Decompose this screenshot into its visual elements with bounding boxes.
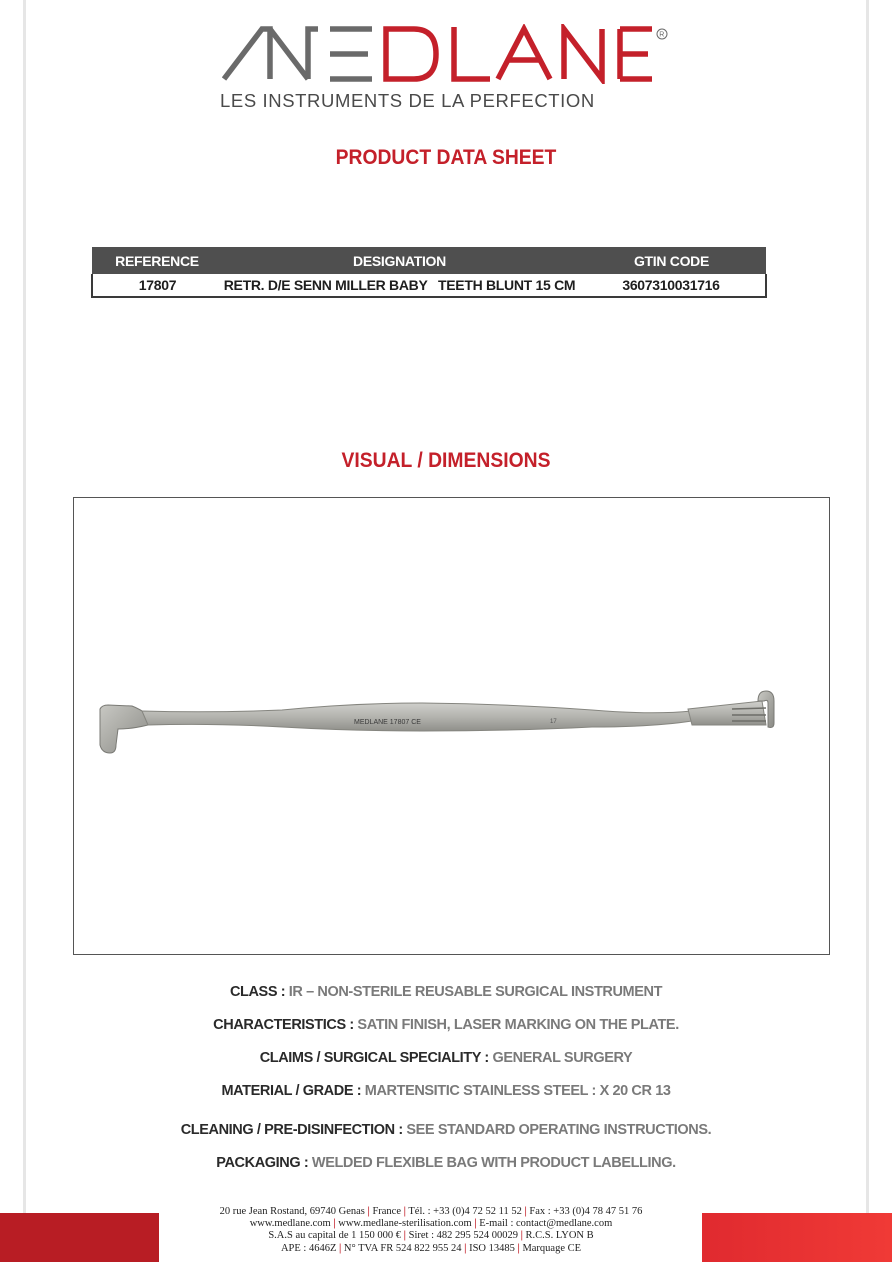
sterilisation-website-link[interactable]: www.medlane-sterilisation.com bbox=[338, 1218, 472, 1230]
spec-cleaning: CLEANING / PRE-DISINFECTION : SEE STANDARD OPERATING INSTRUCTIONS. bbox=[180, 1122, 712, 1138]
cell-designation: RETR. D/E SENN MILLER BABY TEETH BLUNT 15 CM bbox=[222, 274, 577, 297]
product-reference-table bbox=[91, 247, 767, 298]
spec-packaging: PACKAGING : WELDED FLEXIBLE BAG WITH PRODUCT LABELLING. bbox=[216, 1155, 676, 1171]
page-border-left bbox=[23, 0, 26, 1262]
footer-red-block-left bbox=[0, 1213, 159, 1262]
footer-line-3: S.A.S au capital de 1 150 000 € | Siret : 482 295 524 00029 | R.C.S. LYON B bbox=[268, 1230, 594, 1242]
brand-tagline: LES INSTRUMENTS DE LA PERFECTION bbox=[220, 90, 595, 111]
spec-claims: CLAIMS / SURGICAL SPECIALITY : GENERAL SURGERY bbox=[259, 1050, 633, 1066]
engraving-text: MEDLANE 17807 CE bbox=[354, 719, 421, 726]
table-row bbox=[92, 274, 766, 297]
header-gtin: GTIN CODE bbox=[577, 247, 766, 274]
medlane-logo bbox=[222, 24, 670, 84]
company-footer bbox=[160, 1206, 702, 1255]
page-border-right bbox=[866, 0, 869, 1262]
cell-gtin: 3607310031716 bbox=[577, 274, 766, 297]
visual-dimensions-title: VISUAL / DIMENSIONS bbox=[341, 449, 551, 472]
cell-reference: 17807 bbox=[92, 274, 222, 297]
table-header-row bbox=[92, 247, 766, 274]
header-reference: REFERENCE bbox=[92, 247, 222, 274]
spec-class: CLASS : IR – NON-STERILE REUSABLE SURGICAL INSTRUMENT bbox=[229, 984, 663, 1000]
product-data-sheet-title: PRODUCT DATA SHEET bbox=[335, 146, 557, 169]
footer-line-2: www.medlane.com | www.medlane-sterilisation.com | E-mail : contact@medlane.com bbox=[249, 1218, 613, 1230]
retractor-image bbox=[92, 673, 782, 783]
website-link[interactable]: www.medlane.com bbox=[249, 1218, 331, 1230]
footer-line-4: APE : 4646Z | N° TVA FR 524 822 955 24 | ISO 13485 | Marquage CE bbox=[280, 1242, 582, 1254]
engraving-mark: 17 bbox=[550, 719, 557, 725]
svg-text:R: R bbox=[659, 31, 665, 39]
spec-characteristics: CHARACTERISTICS : SATIN FINISH, LASER MARKING ON THE PLATE. bbox=[213, 1017, 679, 1033]
footer-red-block-right bbox=[702, 1213, 892, 1262]
footer-line-1: 20 rue Jean Rostand, 69740 Genas | France | Tél. : +33 (0)4 72 52 11 52 | Fax : +33 (0)4 78 47 51 76 bbox=[219, 1206, 643, 1217]
instrument-visual-frame bbox=[73, 497, 830, 955]
header-designation: DESIGNATION bbox=[222, 247, 577, 274]
spec-material: MATERIAL / GRADE : MARTENSITIC STAINLESS STEEL : X 20 CR 13 bbox=[221, 1083, 671, 1099]
email-link[interactable]: E-mail : contact@medlane.com bbox=[479, 1218, 613, 1230]
